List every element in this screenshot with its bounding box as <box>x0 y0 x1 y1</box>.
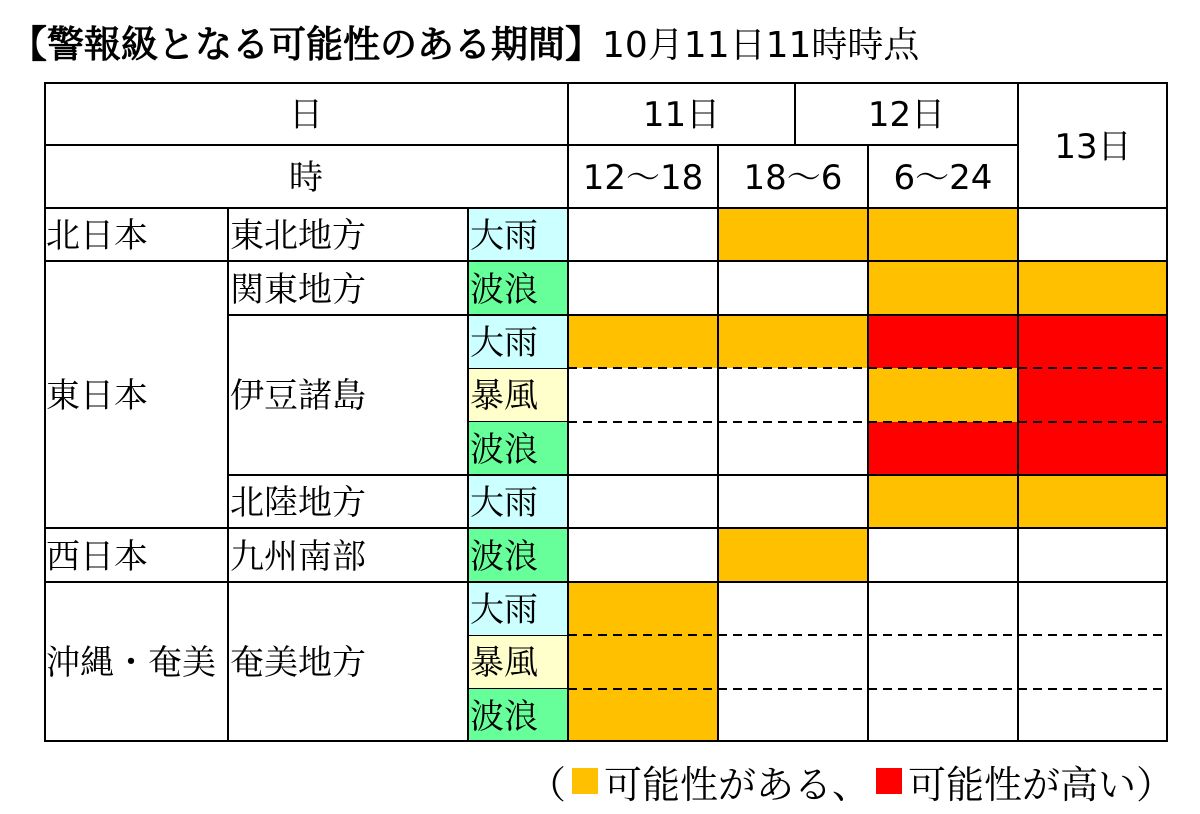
grid-line <box>468 635 568 636</box>
period-cell <box>568 689 718 742</box>
phenomenon-cell: 波浪 <box>468 261 568 314</box>
phenomenon-cell: 暴風 <box>468 368 568 421</box>
period-cell <box>868 208 1018 261</box>
legend-close-paren: ） <box>1135 762 1174 807</box>
grid-line <box>228 474 1168 476</box>
period-cell <box>568 315 718 368</box>
period-cell <box>868 315 1018 368</box>
period-cell <box>868 635 1018 688</box>
period-cell <box>1018 422 1168 475</box>
grid-line <box>468 688 568 689</box>
period-cell <box>718 261 868 314</box>
region-cell: 西日本 <box>46 536 148 577</box>
page-title <box>10 20 919 70</box>
period-cell <box>868 528 1018 581</box>
phenomenon-cell: 波浪 <box>468 422 568 475</box>
grid-line <box>44 144 1018 146</box>
warning-period-table <box>44 82 1168 742</box>
phenomenon-cell: 波浪 <box>468 528 568 581</box>
phenomenon-cell: 大雨 <box>468 475 568 528</box>
period-cell <box>868 475 1018 528</box>
period-cell <box>1018 689 1168 742</box>
time-row-label: 時 <box>289 158 323 198</box>
period-header: 12～18 <box>582 158 704 198</box>
period-cell <box>568 528 718 581</box>
period-cell <box>718 368 868 421</box>
phenomenon-cell: 波浪 <box>468 689 568 742</box>
period-cell <box>868 582 1018 635</box>
region-cell: 沖縄・奄美 <box>46 643 216 684</box>
period-cell <box>718 475 868 528</box>
area-cell: 北陸地方 <box>230 483 366 524</box>
phenomenon-cell: 暴風 <box>468 635 568 688</box>
period-cell <box>1018 368 1168 421</box>
orange-square-icon <box>572 768 598 794</box>
period-cell <box>568 475 718 528</box>
area-cell: 九州南部 <box>230 536 366 577</box>
period-cell <box>568 261 718 314</box>
area-cell: 伊豆諸島 <box>230 376 366 417</box>
day-row-label: 日 <box>289 95 323 135</box>
legend-label-high: 可能性が高い <box>907 762 1136 807</box>
phenomenon-cell: 大雨 <box>468 582 568 635</box>
grid-line <box>468 421 568 422</box>
legend <box>528 756 1174 806</box>
period-cell <box>568 368 718 421</box>
period-cell <box>1018 635 1168 688</box>
period-cell <box>718 208 868 261</box>
phenomenon-cell: 大雨 <box>468 315 568 368</box>
region-cell: 東日本 <box>46 376 148 417</box>
grid-line <box>44 527 1168 529</box>
period-cell <box>718 582 868 635</box>
grid-line <box>867 145 869 742</box>
grid-line <box>794 82 796 145</box>
day-header: 11日 <box>642 95 721 135</box>
day-header: 12日 <box>867 95 946 135</box>
period-cell <box>1018 315 1168 368</box>
region-cell: 北日本 <box>46 216 148 257</box>
period-header: 6～24 <box>893 158 993 198</box>
period-cell <box>718 422 868 475</box>
area-cell: 関東地方 <box>230 269 366 310</box>
period-cell <box>718 315 868 368</box>
legend-label-possible: 可能性がある、 <box>603 762 870 807</box>
period-cell <box>718 635 868 688</box>
grid-line <box>567 82 569 742</box>
grid-line <box>717 145 719 742</box>
period-cell <box>1018 261 1168 314</box>
grid-line <box>1017 82 1019 742</box>
period-cell <box>1018 475 1168 528</box>
title-main: 【警報級となる可能性のある期間】 <box>10 23 602 66</box>
grid-line <box>44 207 1168 209</box>
title-as-of: 10月11日11時時点 <box>602 25 920 66</box>
period-cell <box>568 635 718 688</box>
period-cell <box>1018 208 1168 261</box>
grid-line <box>228 314 1168 316</box>
period-cell <box>718 689 868 742</box>
period-cell <box>568 582 718 635</box>
day-header: 13日 <box>1054 126 1132 167</box>
period-cell <box>568 208 718 261</box>
phenomenon-cell: 大雨 <box>468 208 568 261</box>
period-cell <box>868 689 1018 742</box>
period-cell <box>868 368 1018 421</box>
grid-line <box>44 581 1168 583</box>
red-square-icon <box>876 768 902 794</box>
area-cell: 奄美地方 <box>230 643 366 684</box>
period-cell <box>1018 582 1168 635</box>
grid-line <box>467 208 469 742</box>
legend-open-paren: （ <box>527 762 566 807</box>
grid-line <box>227 208 229 742</box>
period-cell <box>568 422 718 475</box>
period-cell <box>1018 528 1168 581</box>
area-cell: 東北地方 <box>230 216 366 257</box>
grid-line <box>468 368 568 369</box>
period-cell <box>718 528 868 581</box>
grid-line <box>44 260 1168 262</box>
period-header: 18～6 <box>743 158 843 198</box>
period-cell <box>868 422 1018 475</box>
period-cell <box>868 261 1018 314</box>
